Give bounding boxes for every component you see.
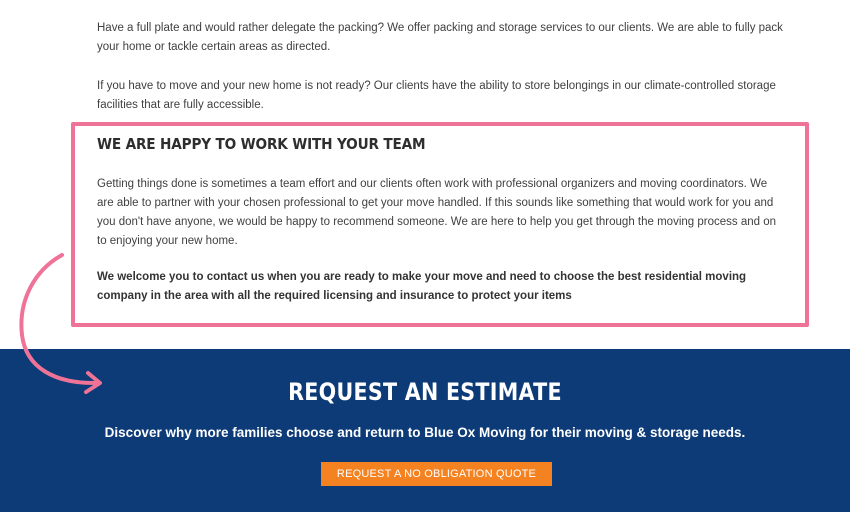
storage-paragraph: If you have to move and your new home is not ready? Our clients have the ability to store belongings in our climate-controlled storage facilities that are fully accessible. [97,80,776,111]
team-heading: WE ARE HAPPY TO WORK WITH YOUR TEAM [97,135,426,153]
request-estimate-heading: REQUEST AN ESTIMATE [288,378,562,406]
request-quote-button[interactable]: REQUEST A NO OBLIGATION QUOTE [321,462,552,486]
welcome-paragraph: We welcome you to contact us when you are ready to make your move and need to choose the best residential moving company in the area with all the required licensing and insurance to protect your items [97,271,747,302]
request-estimate-subheading: Discover why more families choose and return to Blue Ox Moving for their moving & storage needs. [104,425,746,440]
team-paragraph: Getting things done is sometimes a team effort and our clients often work with professional organizers and moving coordinators. We are able to partner with your chosen professional to get your move handled. If this sounds like something that would work for you and you don't have anyone, we would be happy to recommend someone. We are here to help you get through the moving process and on to enjoying your new home. [97,178,776,247]
curved-arrow-icon [0,240,120,410]
packing-paragraph: Have a full plate and would rather delegate the packing? We offer packing and storage services to our clients. We are able to fully pack your home or tackle certain areas as directed. [97,22,783,53]
